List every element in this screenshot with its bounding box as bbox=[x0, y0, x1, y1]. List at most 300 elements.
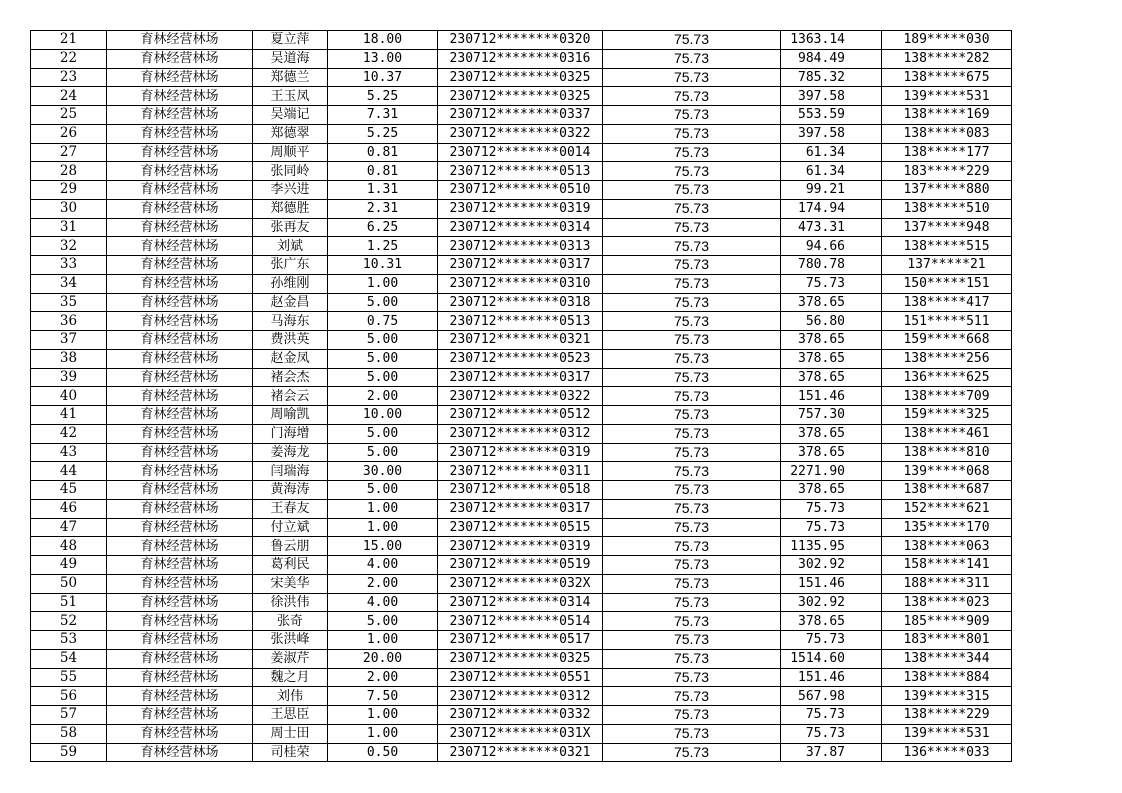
rate-cell: 75.73 bbox=[603, 612, 781, 631]
amount-cell: 378.65 bbox=[781, 349, 882, 368]
row-number-cell: 46 bbox=[31, 499, 107, 518]
person-name-cell: 姜淑芹 bbox=[253, 649, 328, 668]
person-name-cell: 赵金凤 bbox=[253, 349, 328, 368]
row-number-cell: 41 bbox=[31, 406, 107, 425]
id-number-cell: 230712********0311 bbox=[438, 462, 603, 481]
amount-cell: 151.46 bbox=[781, 668, 882, 687]
amount-cell: 780.78 bbox=[781, 256, 882, 275]
table-row bbox=[31, 218, 1012, 237]
row-number-cell: 33 bbox=[31, 256, 107, 275]
rate-cell: 75.73 bbox=[603, 49, 781, 68]
amount-cell: 757.30 bbox=[781, 406, 882, 425]
subsidy-table bbox=[30, 30, 1012, 762]
area-cell: 2.00 bbox=[328, 668, 438, 687]
person-name-cell: 孙维刚 bbox=[253, 274, 328, 293]
area-cell: 5.00 bbox=[328, 293, 438, 312]
table-row bbox=[31, 481, 1012, 500]
unit-cell: 育林经营林场 bbox=[107, 349, 253, 368]
phone-cell: 138*****023 bbox=[882, 593, 1012, 612]
phone-cell: 138*****884 bbox=[882, 668, 1012, 687]
unit-cell: 育林经营林场 bbox=[107, 556, 253, 575]
id-number-cell: 230712********0523 bbox=[438, 349, 603, 368]
table-row bbox=[31, 687, 1012, 706]
phone-cell: 138*****256 bbox=[882, 349, 1012, 368]
amount-cell: 378.65 bbox=[781, 612, 882, 631]
rate-cell: 75.73 bbox=[603, 706, 781, 725]
rate-cell: 75.73 bbox=[603, 256, 781, 275]
row-number-cell: 28 bbox=[31, 162, 107, 181]
rate-cell: 75.73 bbox=[603, 537, 781, 556]
area-cell: 7.31 bbox=[328, 106, 438, 125]
area-cell: 5.00 bbox=[328, 424, 438, 443]
person-name-cell: 徐洪伟 bbox=[253, 593, 328, 612]
area-cell: 6.25 bbox=[328, 218, 438, 237]
rate-cell: 75.73 bbox=[603, 368, 781, 387]
amount-cell: 1135.95 bbox=[781, 537, 882, 556]
id-number-cell: 230712********0325 bbox=[438, 649, 603, 668]
phone-cell: 136*****033 bbox=[882, 743, 1012, 762]
rate-cell: 75.73 bbox=[603, 143, 781, 162]
amount-cell: 75.73 bbox=[781, 499, 882, 518]
rate-cell: 75.73 bbox=[603, 331, 781, 350]
phone-cell: 137*****880 bbox=[882, 181, 1012, 200]
row-number-cell: 50 bbox=[31, 574, 107, 593]
id-number-cell: 230712********0310 bbox=[438, 274, 603, 293]
unit-cell: 育林经营林场 bbox=[107, 274, 253, 293]
table-body bbox=[31, 31, 1012, 762]
area-cell: 5.00 bbox=[328, 349, 438, 368]
person-name-cell: 王玉凤 bbox=[253, 87, 328, 106]
phone-cell: 185*****909 bbox=[882, 612, 1012, 631]
row-number-cell: 30 bbox=[31, 199, 107, 218]
phone-cell: 138*****510 bbox=[882, 199, 1012, 218]
unit-cell: 育林经营林场 bbox=[107, 443, 253, 462]
amount-cell: 567.98 bbox=[781, 687, 882, 706]
person-name-cell: 郑德兰 bbox=[253, 68, 328, 87]
row-number-cell: 36 bbox=[31, 312, 107, 331]
unit-cell: 育林经营林场 bbox=[107, 668, 253, 687]
id-number-cell: 230712********0322 bbox=[438, 124, 603, 143]
area-cell: 5.00 bbox=[328, 481, 438, 500]
rate-cell: 75.73 bbox=[603, 687, 781, 706]
table-row bbox=[31, 387, 1012, 406]
rate-cell: 75.73 bbox=[603, 443, 781, 462]
id-number-cell: 230712********0014 bbox=[438, 143, 603, 162]
id-number-cell: 230712********0513 bbox=[438, 162, 603, 181]
rate-cell: 75.73 bbox=[603, 424, 781, 443]
table-row bbox=[31, 349, 1012, 368]
rate-cell: 75.73 bbox=[603, 293, 781, 312]
phone-cell: 138*****177 bbox=[882, 143, 1012, 162]
table-row bbox=[31, 162, 1012, 181]
area-cell: 0.81 bbox=[328, 143, 438, 162]
area-cell: 30.00 bbox=[328, 462, 438, 481]
person-name-cell: 黄海涛 bbox=[253, 481, 328, 500]
table-row bbox=[31, 31, 1012, 50]
rate-cell: 75.73 bbox=[603, 556, 781, 575]
amount-cell: 56.80 bbox=[781, 312, 882, 331]
person-name-cell: 魏之月 bbox=[253, 668, 328, 687]
table-row bbox=[31, 406, 1012, 425]
table-row bbox=[31, 49, 1012, 68]
phone-cell: 139*****531 bbox=[882, 724, 1012, 743]
person-name-cell: 闫瑞海 bbox=[253, 462, 328, 481]
unit-cell: 育林经营林场 bbox=[107, 687, 253, 706]
area-cell: 4.00 bbox=[328, 593, 438, 612]
amount-cell: 94.66 bbox=[781, 237, 882, 256]
id-number-cell: 230712********0320 bbox=[438, 31, 603, 50]
area-cell: 10.37 bbox=[328, 68, 438, 87]
table-row bbox=[31, 649, 1012, 668]
row-number-cell: 40 bbox=[31, 387, 107, 406]
unit-cell: 育林经营林场 bbox=[107, 706, 253, 725]
amount-cell: 61.34 bbox=[781, 143, 882, 162]
unit-cell: 育林经营林场 bbox=[107, 631, 253, 650]
id-number-cell: 230712********0313 bbox=[438, 237, 603, 256]
area-cell: 4.00 bbox=[328, 556, 438, 575]
unit-cell: 育林经营林场 bbox=[107, 331, 253, 350]
rate-cell: 75.73 bbox=[603, 406, 781, 425]
table-row bbox=[31, 724, 1012, 743]
unit-cell: 育林经营林场 bbox=[107, 518, 253, 537]
id-number-cell: 230712********0322 bbox=[438, 387, 603, 406]
id-number-cell: 230712********0312 bbox=[438, 687, 603, 706]
amount-cell: 75.73 bbox=[781, 518, 882, 537]
rate-cell: 75.73 bbox=[603, 312, 781, 331]
table-row bbox=[31, 312, 1012, 331]
data-table-container bbox=[30, 30, 1011, 762]
rate-cell: 75.73 bbox=[603, 574, 781, 593]
unit-cell: 育林经营林场 bbox=[107, 724, 253, 743]
person-name-cell: 刘伟 bbox=[253, 687, 328, 706]
amount-cell: 75.73 bbox=[781, 724, 882, 743]
row-number-cell: 21 bbox=[31, 31, 107, 50]
person-name-cell: 付立斌 bbox=[253, 518, 328, 537]
amount-cell: 1514.60 bbox=[781, 649, 882, 668]
phone-cell: 151*****511 bbox=[882, 312, 1012, 331]
unit-cell: 育林经营林场 bbox=[107, 649, 253, 668]
phone-cell: 152*****621 bbox=[882, 499, 1012, 518]
rate-cell: 75.73 bbox=[603, 462, 781, 481]
row-number-cell: 22 bbox=[31, 49, 107, 68]
id-number-cell: 230712********0518 bbox=[438, 481, 603, 500]
amount-cell: 2271.90 bbox=[781, 462, 882, 481]
id-number-cell: 230712********0312 bbox=[438, 424, 603, 443]
phone-cell: 135*****170 bbox=[882, 518, 1012, 537]
row-number-cell: 38 bbox=[31, 349, 107, 368]
table-row bbox=[31, 556, 1012, 575]
person-name-cell: 周喻凯 bbox=[253, 406, 328, 425]
amount-cell: 378.65 bbox=[781, 424, 882, 443]
table-row bbox=[31, 706, 1012, 725]
rate-cell: 75.73 bbox=[603, 631, 781, 650]
id-number-cell: 230712********0512 bbox=[438, 406, 603, 425]
rate-cell: 75.73 bbox=[603, 649, 781, 668]
unit-cell: 育林经营林场 bbox=[107, 199, 253, 218]
row-number-cell: 27 bbox=[31, 143, 107, 162]
phone-cell: 138*****515 bbox=[882, 237, 1012, 256]
area-cell: 7.50 bbox=[328, 687, 438, 706]
phone-cell: 138*****282 bbox=[882, 49, 1012, 68]
area-cell: 5.25 bbox=[328, 87, 438, 106]
phone-cell: 139*****068 bbox=[882, 462, 1012, 481]
table-row bbox=[31, 87, 1012, 106]
id-number-cell: 230712********0513 bbox=[438, 312, 603, 331]
rate-cell: 75.73 bbox=[603, 162, 781, 181]
id-number-cell: 230712********0317 bbox=[438, 256, 603, 275]
phone-cell: 136*****625 bbox=[882, 368, 1012, 387]
phone-cell: 138*****810 bbox=[882, 443, 1012, 462]
id-number-cell: 230712********0319 bbox=[438, 199, 603, 218]
area-cell: 2.00 bbox=[328, 387, 438, 406]
person-name-cell: 张广东 bbox=[253, 256, 328, 275]
id-number-cell: 230712********0321 bbox=[438, 743, 603, 762]
amount-cell: 302.92 bbox=[781, 556, 882, 575]
person-name-cell: 郑德胜 bbox=[253, 199, 328, 218]
table-row bbox=[31, 537, 1012, 556]
phone-cell: 158*****141 bbox=[882, 556, 1012, 575]
amount-cell: 151.46 bbox=[781, 574, 882, 593]
phone-cell: 150*****151 bbox=[882, 274, 1012, 293]
area-cell: 1.00 bbox=[328, 499, 438, 518]
id-number-cell: 230712********0332 bbox=[438, 706, 603, 725]
amount-cell: 151.46 bbox=[781, 387, 882, 406]
amount-cell: 378.65 bbox=[781, 481, 882, 500]
phone-cell: 137*****21 bbox=[882, 256, 1012, 275]
person-name-cell: 司桂荣 bbox=[253, 743, 328, 762]
table-row bbox=[31, 331, 1012, 350]
area-cell: 5.00 bbox=[328, 368, 438, 387]
unit-cell: 育林经营林场 bbox=[107, 143, 253, 162]
phone-cell: 138*****687 bbox=[882, 481, 1012, 500]
row-number-cell: 49 bbox=[31, 556, 107, 575]
table-row bbox=[31, 106, 1012, 125]
unit-cell: 育林经营林场 bbox=[107, 743, 253, 762]
id-number-cell: 230712********0319 bbox=[438, 443, 603, 462]
person-name-cell: 姜海龙 bbox=[253, 443, 328, 462]
row-number-cell: 59 bbox=[31, 743, 107, 762]
amount-cell: 75.73 bbox=[781, 274, 882, 293]
rate-cell: 75.73 bbox=[603, 481, 781, 500]
person-name-cell: 门海增 bbox=[253, 424, 328, 443]
rate-cell: 75.73 bbox=[603, 218, 781, 237]
id-number-cell: 230712********0515 bbox=[438, 518, 603, 537]
unit-cell: 育林经营林场 bbox=[107, 612, 253, 631]
area-cell: 20.00 bbox=[328, 649, 438, 668]
phone-cell: 138*****083 bbox=[882, 124, 1012, 143]
amount-cell: 473.31 bbox=[781, 218, 882, 237]
phone-cell: 183*****801 bbox=[882, 631, 1012, 650]
area-cell: 2.31 bbox=[328, 199, 438, 218]
table-row bbox=[31, 518, 1012, 537]
unit-cell: 育林经营林场 bbox=[107, 31, 253, 50]
area-cell: 1.00 bbox=[328, 274, 438, 293]
row-number-cell: 23 bbox=[31, 68, 107, 87]
unit-cell: 育林经营林场 bbox=[107, 218, 253, 237]
rate-cell: 75.73 bbox=[603, 68, 781, 87]
table-row bbox=[31, 368, 1012, 387]
rate-cell: 75.73 bbox=[603, 237, 781, 256]
person-name-cell: 张奇 bbox=[253, 612, 328, 631]
area-cell: 15.00 bbox=[328, 537, 438, 556]
person-name-cell: 葛利民 bbox=[253, 556, 328, 575]
area-cell: 5.00 bbox=[328, 443, 438, 462]
row-number-cell: 34 bbox=[31, 274, 107, 293]
person-name-cell: 鲁云朋 bbox=[253, 537, 328, 556]
area-cell: 18.00 bbox=[328, 31, 438, 50]
person-name-cell: 郑德翠 bbox=[253, 124, 328, 143]
amount-cell: 397.58 bbox=[781, 124, 882, 143]
rate-cell: 75.73 bbox=[603, 31, 781, 50]
row-number-cell: 56 bbox=[31, 687, 107, 706]
unit-cell: 育林经营林场 bbox=[107, 462, 253, 481]
phone-cell: 188*****311 bbox=[882, 574, 1012, 593]
person-name-cell: 周士田 bbox=[253, 724, 328, 743]
amount-cell: 61.34 bbox=[781, 162, 882, 181]
id-number-cell: 230712********0314 bbox=[438, 218, 603, 237]
area-cell: 10.31 bbox=[328, 256, 438, 275]
amount-cell: 378.65 bbox=[781, 443, 882, 462]
amount-cell: 397.58 bbox=[781, 87, 882, 106]
person-name-cell: 张同岭 bbox=[253, 162, 328, 181]
id-number-cell: 230712********031X bbox=[438, 724, 603, 743]
row-number-cell: 57 bbox=[31, 706, 107, 725]
row-number-cell: 43 bbox=[31, 443, 107, 462]
person-name-cell: 吴端记 bbox=[253, 106, 328, 125]
table-row bbox=[31, 124, 1012, 143]
id-number-cell: 230712********0514 bbox=[438, 612, 603, 631]
phone-cell: 138*****709 bbox=[882, 387, 1012, 406]
unit-cell: 育林经营林场 bbox=[107, 237, 253, 256]
area-cell: 5.00 bbox=[328, 612, 438, 631]
unit-cell: 育林经营林场 bbox=[107, 406, 253, 425]
phone-cell: 137*****948 bbox=[882, 218, 1012, 237]
rate-cell: 75.73 bbox=[603, 124, 781, 143]
id-number-cell: 230712********0317 bbox=[438, 499, 603, 518]
area-cell: 10.00 bbox=[328, 406, 438, 425]
unit-cell: 育林经营林场 bbox=[107, 424, 253, 443]
rate-cell: 75.73 bbox=[603, 349, 781, 368]
id-number-cell: 230712********0510 bbox=[438, 181, 603, 200]
phone-cell: 138*****675 bbox=[882, 68, 1012, 87]
person-name-cell: 周顺平 bbox=[253, 143, 328, 162]
table-row bbox=[31, 631, 1012, 650]
amount-cell: 37.87 bbox=[781, 743, 882, 762]
unit-cell: 育林经营林场 bbox=[107, 481, 253, 500]
table-row bbox=[31, 181, 1012, 200]
phone-cell: 138*****169 bbox=[882, 106, 1012, 125]
row-number-cell: 32 bbox=[31, 237, 107, 256]
table-row bbox=[31, 593, 1012, 612]
amount-cell: 75.73 bbox=[781, 631, 882, 650]
person-name-cell: 王春友 bbox=[253, 499, 328, 518]
row-number-cell: 53 bbox=[31, 631, 107, 650]
amount-cell: 75.73 bbox=[781, 706, 882, 725]
person-name-cell: 赵金昌 bbox=[253, 293, 328, 312]
area-cell: 1.00 bbox=[328, 631, 438, 650]
row-number-cell: 47 bbox=[31, 518, 107, 537]
id-number-cell: 230712********0325 bbox=[438, 87, 603, 106]
amount-cell: 378.65 bbox=[781, 368, 882, 387]
area-cell: 1.00 bbox=[328, 518, 438, 537]
area-cell: 5.25 bbox=[328, 124, 438, 143]
person-name-cell: 褚会云 bbox=[253, 387, 328, 406]
area-cell: 1.31 bbox=[328, 181, 438, 200]
row-number-cell: 44 bbox=[31, 462, 107, 481]
id-number-cell: 230712********0314 bbox=[438, 593, 603, 612]
amount-cell: 174.94 bbox=[781, 199, 882, 218]
phone-cell: 138*****344 bbox=[882, 649, 1012, 668]
table-row bbox=[31, 237, 1012, 256]
person-name-cell: 马海东 bbox=[253, 312, 328, 331]
rate-cell: 75.73 bbox=[603, 199, 781, 218]
row-number-cell: 31 bbox=[31, 218, 107, 237]
unit-cell: 育林经营林场 bbox=[107, 499, 253, 518]
phone-cell: 138*****461 bbox=[882, 424, 1012, 443]
row-number-cell: 55 bbox=[31, 668, 107, 687]
id-number-cell: 230712********0517 bbox=[438, 631, 603, 650]
phone-cell: 189*****030 bbox=[882, 31, 1012, 50]
id-number-cell: 230712********0551 bbox=[438, 668, 603, 687]
phone-cell: 159*****325 bbox=[882, 406, 1012, 425]
amount-cell: 785.32 bbox=[781, 68, 882, 87]
person-name-cell: 刘斌 bbox=[253, 237, 328, 256]
rate-cell: 75.73 bbox=[603, 743, 781, 762]
table-row bbox=[31, 199, 1012, 218]
table-row bbox=[31, 743, 1012, 762]
person-name-cell: 宋美华 bbox=[253, 574, 328, 593]
table-row bbox=[31, 68, 1012, 87]
id-number-cell: 230712********0316 bbox=[438, 49, 603, 68]
table-row bbox=[31, 668, 1012, 687]
phone-cell: 138*****063 bbox=[882, 537, 1012, 556]
table-row bbox=[31, 499, 1012, 518]
phone-cell: 183*****229 bbox=[882, 162, 1012, 181]
id-number-cell: 230712********0325 bbox=[438, 68, 603, 87]
table-row bbox=[31, 274, 1012, 293]
area-cell: 13.00 bbox=[328, 49, 438, 68]
person-name-cell: 王思臣 bbox=[253, 706, 328, 725]
rate-cell: 75.73 bbox=[603, 274, 781, 293]
id-number-cell: 230712********0519 bbox=[438, 556, 603, 575]
rate-cell: 75.73 bbox=[603, 518, 781, 537]
row-number-cell: 37 bbox=[31, 331, 107, 350]
id-number-cell: 230712********0319 bbox=[438, 537, 603, 556]
unit-cell: 育林经营林场 bbox=[107, 368, 253, 387]
unit-cell: 育林经营林场 bbox=[107, 87, 253, 106]
row-number-cell: 25 bbox=[31, 106, 107, 125]
area-cell: 5.00 bbox=[328, 331, 438, 350]
area-cell: 1.00 bbox=[328, 706, 438, 725]
row-number-cell: 48 bbox=[31, 537, 107, 556]
table-row bbox=[31, 256, 1012, 275]
row-number-cell: 35 bbox=[31, 293, 107, 312]
unit-cell: 育林经营林场 bbox=[107, 256, 253, 275]
area-cell: 1.25 bbox=[328, 237, 438, 256]
area-cell: 0.75 bbox=[328, 312, 438, 331]
area-cell: 0.81 bbox=[328, 162, 438, 181]
row-number-cell: 26 bbox=[31, 124, 107, 143]
row-number-cell: 45 bbox=[31, 481, 107, 500]
person-name-cell: 李兴进 bbox=[253, 181, 328, 200]
unit-cell: 育林经营林场 bbox=[107, 124, 253, 143]
area-cell: 2.00 bbox=[328, 574, 438, 593]
phone-cell: 138*****229 bbox=[882, 706, 1012, 725]
unit-cell: 育林经营林场 bbox=[107, 162, 253, 181]
amount-cell: 302.92 bbox=[781, 593, 882, 612]
table-row bbox=[31, 612, 1012, 631]
amount-cell: 984.49 bbox=[781, 49, 882, 68]
